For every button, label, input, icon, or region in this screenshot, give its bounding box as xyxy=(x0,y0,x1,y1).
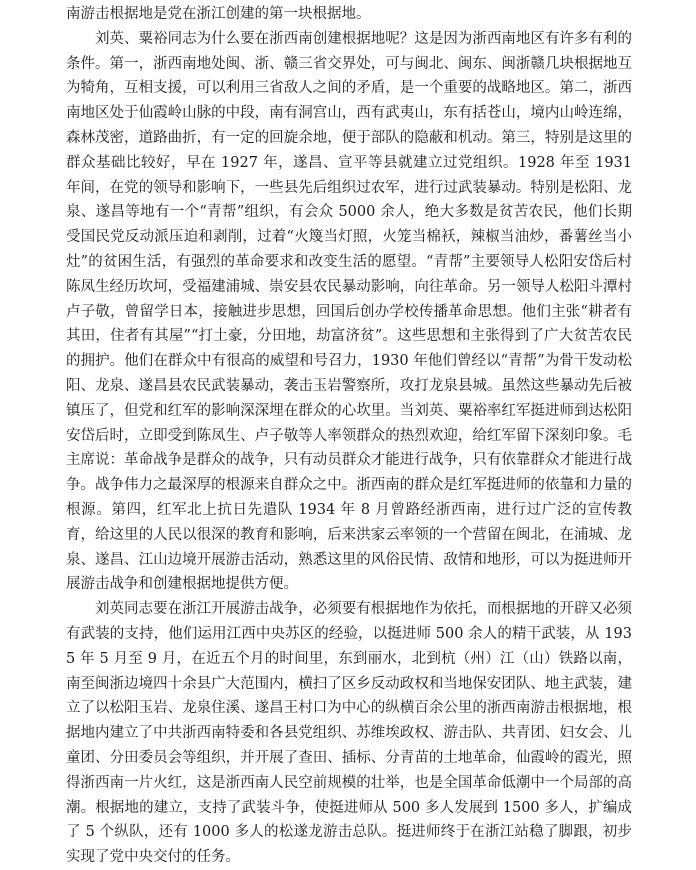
paragraph-establishing-base: 刘英同志要在浙江开展游击战争，必须要有根据地作为依托，而根据地的开辟又必须有武装的支持，他们运用江西中央苏区的经验，以挺进师 500 余人的精干武装，从 1935 年 5 月至 9 月，在近五个月的时间里，东到丽水，北到杭（州）江（山）铁路以南，南至闽浙边境四十余县广大范围内，横扫了区乡反动政权和当地保安团队、地主武装，建立了以松阳玉岩、龙泉住溪、遂昌王村口为中心的纵横百余公里的浙西南游击根据地，根据地内建立了中共浙西南特委和各县党组织、苏维埃政权、游击队、共青团、妇女会、儿童团、分田委员会等组织，并开展了查田、插标、分青苗的土地革命，仙霞岭的霞光，照得浙西南一片火红，这是浙西南人民空前规模的壮举，也是全国革命低潮中一个局部的高潮。根据地的建立，支持了武装斗争，使挺进师从 500 多人发展到 1500 多人，扩编成了 5 个纵队，还有 1000 多人的松遂龙游击总队。挺进师终于在浙江站稳了脚跟，初步实现了党中央交付的任务。 xyxy=(66,601,632,866)
paragraph-reasons-for-base: 刘英、粟裕同志为什么要在浙西南创建根据地呢？这是因为浙西南地区有许多有利的条件。第一，浙西南地处闽、浙、赣三省交界处，可与闽北、闽东、闽浙赣几块根据地互为犄角，互相支援，可以利用三省敌人之间的矛盾，是一个重要的战略地区。第二，浙西南地区处于仙霞岭山脉的中段，南有洞宫山，西有武夷山，东有括苍山，境内山岭连绵，森林茂密，道路曲折，有一定的回旋余地，便于部队的隐蔽和机动。第三，特别是这里的群众基础比较好，早在 1927 年，遂昌、宣平等县就建立过党组织。1928 年至 1931 年间，在党的领导和影响下，一些县先后组织过农军，进行过武装暴动。特别是松阳、龙泉、遂昌等地有一个“青帮”组织，有会众 5000 余人，绝大多数是贫苦农民，他们长期受国民党反动派压迫和剥削，过着“火篾当灯照，火笼当棉袄，辣椒当油炒，番薯丝当小灶”的贫困生活，有强烈的革命要求和改变生活的愿望。“青帮”主要领导人松阳安岱后村陈凤生经历坎坷，受福建浦城、崇安县农民暴动影响，向往革命。另一领导人松阳斗潭村卢子敬，曾留学日本，接触进步思想，回国后创办学校传播革命思想。他们主张“耕者有其田，住者有其屋”“打土豪，分田地，劫富济贫”。这些思想和主张得到了广大贫苦农民的拥护。他们在群众中有很高的威望和号召力，1930 年他们曾经以“青帮”为骨干发动松阳、龙泉、遂昌县农民武装暴动，袭击玉岩警察所，攻打龙泉县城。虽然这些暴动先后被镇压了，但党和红军的影响深深埋在群众的心坎里。当刘英、粟裕率红军挺进师到达松阳安岱后时，立即受到陈凤生、卢子敬等人率领群众的热烈欢迎，给红军留下深刻印象。毛主席说：革命战争是群众的战争，只有动员群众才能进行战争，只有依靠群众才能进行战争。战争伟力之最深厚的根源来自群众之中。浙西南的群众是红军挺进师的依靠和力量的根源。第四，红军北上抗日先遣队 1934 年 8 月曾路经浙西南，进行过广泛的宣传教育，给这里的人民以很深的教育和影响，后来洪家云率领的一个营留在闽北，在浦城、龙泉、遂昌、江山边境开展游击活动，熟悉这里的风俗民情、敌情和地形，可以为挺进师开展游击战争和创建根据地提供方便。 xyxy=(66,30,632,593)
document-page xyxy=(66,2,632,870)
paragraph-continued-opening: 南游击根据地是党在浙江创建的第一块根据地。 xyxy=(66,6,371,22)
